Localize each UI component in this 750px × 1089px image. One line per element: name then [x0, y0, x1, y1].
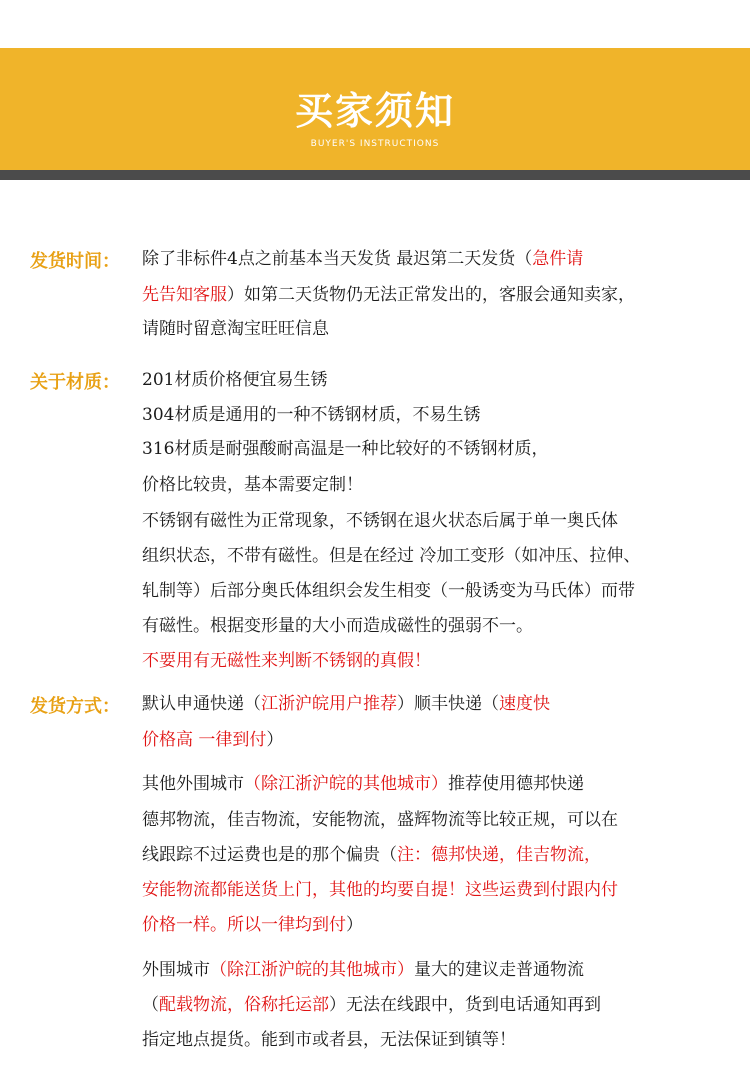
highlight-segment: 价格一样。所以一律均到付: [142, 915, 346, 935]
material-label: 关于材质：: [30, 372, 120, 393]
highlight-segment: 急件请: [532, 249, 584, 269]
text-segment: ）: [266, 730, 284, 750]
page-subtitle: BUYER'S INSTRUCTIONS: [310, 139, 440, 149]
text-segment: 其他外围城市: [142, 774, 244, 794]
text-segment: 默认申通快递（: [142, 694, 261, 714]
material-line-5: 不锈钢有磁性为正常现象，不锈钢在退火状态后属于单一奥氏体: [142, 511, 618, 531]
outer-cities-line-3: 指定地点提货。能到市或者县，无法保证到镇等！: [142, 1030, 516, 1050]
shipping-time-line-1: [142, 247, 583, 271]
highlight-segment: （除江浙沪皖的其他城市）: [210, 960, 414, 980]
shipping-method-line-1: [142, 692, 550, 716]
text-segment: ）: [346, 915, 363, 935]
other-cities-line-1: [142, 772, 584, 796]
shipping-method-label: 发货方式：: [30, 696, 120, 717]
other-cities-line-3: [142, 843, 601, 867]
text-segment: （: [142, 995, 159, 1015]
material-line-1: 201材质价格便宜易生锈: [142, 370, 328, 390]
material-line-2: 304材质是通用的一种不锈钢材质，不易生锈: [142, 405, 481, 425]
outer-cities-line-2: [142, 993, 601, 1017]
highlight-segment: 速度快: [499, 694, 550, 714]
material-line-8: 有磁性。根据变形量的大小而造成磁性的强弱不一。: [142, 616, 533, 636]
text-segment: ）无法在线跟中，货到电话通知再到: [329, 995, 601, 1015]
shipping-time-line-2: [142, 283, 635, 307]
highlight-segment: 配载物流，俗称托运部: [159, 995, 329, 1015]
highlight-segment: （除江浙沪皖的其他城市）: [244, 774, 448, 794]
header-shadow: [0, 170, 750, 180]
text-segment: ）如第二天货物仍无法正常发出的，客服会通知卖家，: [227, 285, 635, 305]
other-cities-line-5: [142, 913, 363, 937]
highlight-segment: 价格高 一律到付: [142, 730, 267, 750]
text-segment: ）顺丰快递（: [397, 694, 499, 714]
text-segment: 推荐使用德邦快递: [448, 774, 584, 794]
material-line-4: 价格比较贵，基本需要定制！: [142, 475, 363, 495]
highlight-segment: 注：德邦快递，佳吉物流，: [397, 845, 601, 865]
material-line-3: 316材质是耐强酸耐高温是一种比较好的不锈钢材质，: [142, 439, 549, 459]
text-segment: 除了非标件4点之前基本当天发货 最迟第二天发货（: [142, 249, 533, 269]
text-segment: 外围城市: [142, 960, 210, 980]
shipping-time-label: 发货时间：: [30, 251, 120, 272]
outer-cities-line-1: [142, 958, 584, 982]
material-line-7: 轧制等）后部分奥氏体组织会发生相变（一般诱变为马氏体）而带: [142, 581, 635, 601]
other-cities-line-2: 德邦物流，佳吉物流，安能物流，盛辉物流等比较正规，可以在: [142, 810, 618, 830]
material-line-6: 组织状态，不带有磁性。但是在经过 冷加工变形（如冲压、拉伸、: [142, 546, 641, 566]
material-warning: 不要用有无磁性来判断不锈钢的真假！: [142, 651, 431, 671]
shipping-method-line-2: [142, 728, 283, 752]
highlight-segment: 江浙沪皖用户推荐: [261, 694, 397, 714]
shipping-time-line-3: 请随时留意淘宝旺旺信息: [142, 319, 329, 339]
text-segment: 量大的建议走普通物流: [414, 960, 584, 980]
page-title: 买家须知: [294, 89, 455, 133]
highlight-segment: 先告知客服: [142, 285, 227, 305]
other-cities-line-4: 安能物流都能送货上门，其他的均要自提！这些运费到付跟内付: [142, 880, 618, 900]
text-segment: 线跟踪不过运费也是的那个偏贵（: [142, 845, 397, 865]
